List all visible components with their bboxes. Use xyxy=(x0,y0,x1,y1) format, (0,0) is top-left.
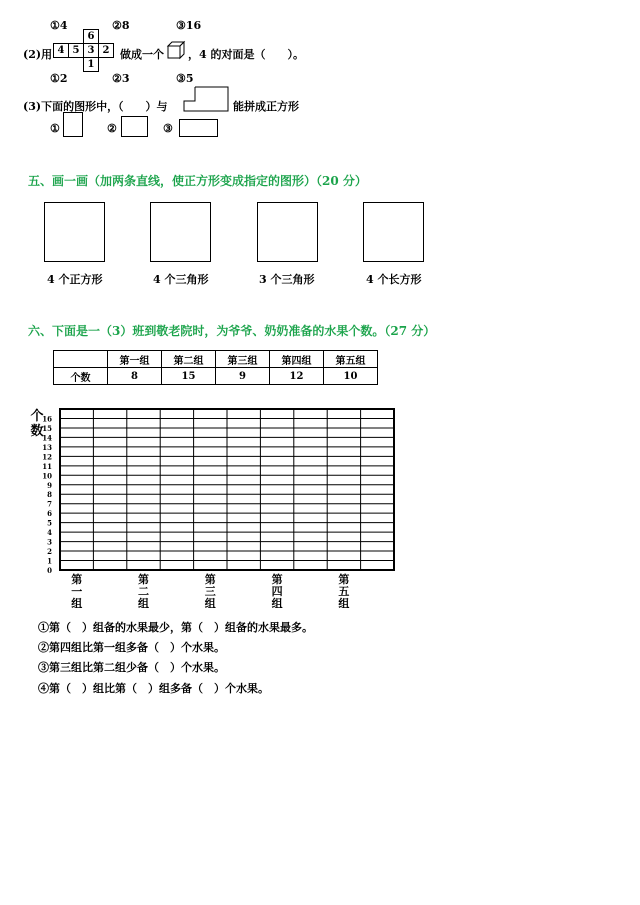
y-axis-label: 个 xyxy=(30,409,44,424)
x-category-label: 组 xyxy=(338,597,350,610)
y-tick-label: 11 xyxy=(42,461,52,471)
q2-text: 做成一个 xyxy=(120,48,164,61)
q2-prefix: (2)用 xyxy=(23,48,53,61)
table-header: 第五组 xyxy=(324,351,378,368)
question-3: ③第三组比第二组少备（ ）个水果。 xyxy=(38,661,225,674)
net-cell-bottom: 1 xyxy=(84,58,99,72)
draw-square[interactable] xyxy=(363,202,424,262)
y-tick-label: 4 xyxy=(47,528,52,538)
l-shape-icon xyxy=(183,86,229,112)
x-category-label: 五 xyxy=(338,585,350,598)
fruit-table xyxy=(53,350,378,385)
q3-shape-1 xyxy=(63,112,83,137)
draw-square[interactable] xyxy=(257,202,318,262)
net-cell-top: 6 xyxy=(84,30,99,44)
y-tick-label: 8 xyxy=(47,490,52,500)
cube-net xyxy=(53,29,114,72)
x-category-label: 第 xyxy=(71,573,83,586)
q3-suffix: 能拼成正方形 xyxy=(233,100,299,113)
y-tick-label: 1 xyxy=(47,556,52,566)
section6-title: 六、下面是一（3）班到敬老院时，为爷爷、奶奶准备的水果个数。（27 分） xyxy=(28,324,436,338)
table-header: 第一组 xyxy=(108,351,162,368)
table-header xyxy=(54,351,108,368)
option-2: ①2 xyxy=(50,72,68,85)
question-4: ④第（ ）组比第（ ）组多备（ ）个水果。 xyxy=(38,682,269,695)
x-category-label: 二 xyxy=(138,585,149,598)
x-category-label: 组 xyxy=(204,597,216,610)
table-cell: 10 xyxy=(324,368,378,385)
net-cell: 2 xyxy=(99,44,114,58)
y-tick-label: 3 xyxy=(47,537,52,547)
y-tick-label: 6 xyxy=(47,509,52,519)
x-category-label: 第 xyxy=(204,573,216,586)
draw-square[interactable] xyxy=(150,202,211,262)
x-category-label: 一 xyxy=(71,585,83,598)
y-tick-label: 16 xyxy=(42,414,52,424)
q3-shape-2 xyxy=(121,116,148,137)
y-tick-label: 12 xyxy=(42,452,52,462)
x-category-label: 组 xyxy=(271,597,283,610)
x-category-label: 第 xyxy=(271,573,283,586)
x-category-label: 第 xyxy=(338,573,350,586)
caption: 3 个三角形 xyxy=(259,273,315,286)
y-axis-label: 数 xyxy=(30,424,44,439)
option-4: ①4 xyxy=(50,19,68,32)
y-tick-label: 10 xyxy=(42,471,52,481)
x-category-label: 三 xyxy=(204,585,216,598)
x-category-label: 组 xyxy=(138,597,149,610)
option-8: ②8 xyxy=(112,19,130,32)
q3-option-3: ③ xyxy=(163,122,173,135)
q3-option-1: ① xyxy=(50,122,60,135)
table-header: 第三组 xyxy=(216,351,270,368)
table-header: 第二组 xyxy=(162,351,216,368)
caption: 4 个正方形 xyxy=(47,273,103,286)
cube-icon xyxy=(166,40,186,60)
table-cell: 15 xyxy=(162,368,216,385)
table-cell: 8 xyxy=(108,368,162,385)
y-tick-label: 5 xyxy=(47,518,52,528)
y-tick-label: 0 xyxy=(47,566,52,575)
y-tick-label: 7 xyxy=(47,499,52,509)
y-tick-label: 9 xyxy=(47,480,52,490)
net-cell: 5 xyxy=(69,44,84,58)
draw-square[interactable] xyxy=(44,202,105,262)
option-3: ②3 xyxy=(112,72,130,85)
bar-chart-grid[interactable] xyxy=(0,400,420,620)
y-tick-label: 14 xyxy=(42,433,52,443)
table-cell: 9 xyxy=(216,368,270,385)
y-tick-label: 13 xyxy=(42,442,52,452)
x-category-label: 组 xyxy=(71,597,83,610)
y-tick-label: 15 xyxy=(42,423,52,433)
option-5: ③5 xyxy=(176,72,194,85)
net-cell: 3 xyxy=(84,44,99,58)
table-cell: 12 xyxy=(270,368,324,385)
net-cell: 4 xyxy=(54,44,69,58)
question-2: ②第四组比第一组多备（ ）个水果。 xyxy=(38,641,225,654)
caption: 4 个长方形 xyxy=(366,273,422,286)
question-1: ①第（ ）组备的水果最少，第（ ）组备的水果最多。 xyxy=(38,621,313,634)
caption: 4 个三角形 xyxy=(153,273,209,286)
q2-suffix: ，4 的对面是（ ）。 xyxy=(188,48,304,61)
q3-prefix: (3)下面的图形中，（ ）与 xyxy=(23,100,168,113)
q3-shape-3 xyxy=(179,119,218,137)
x-category-label: 第 xyxy=(138,573,149,586)
table-header: 第四组 xyxy=(270,351,324,368)
option-16: ③16 xyxy=(176,19,202,32)
x-category-label: 四 xyxy=(271,585,283,598)
q3-option-2: ② xyxy=(107,122,117,135)
table-row-label: 个数 xyxy=(54,368,108,385)
y-tick-label: 2 xyxy=(47,547,52,557)
section5-title: 五、画一画（加两条直线，使正方形变成指定的图形）（20 分） xyxy=(28,174,367,188)
